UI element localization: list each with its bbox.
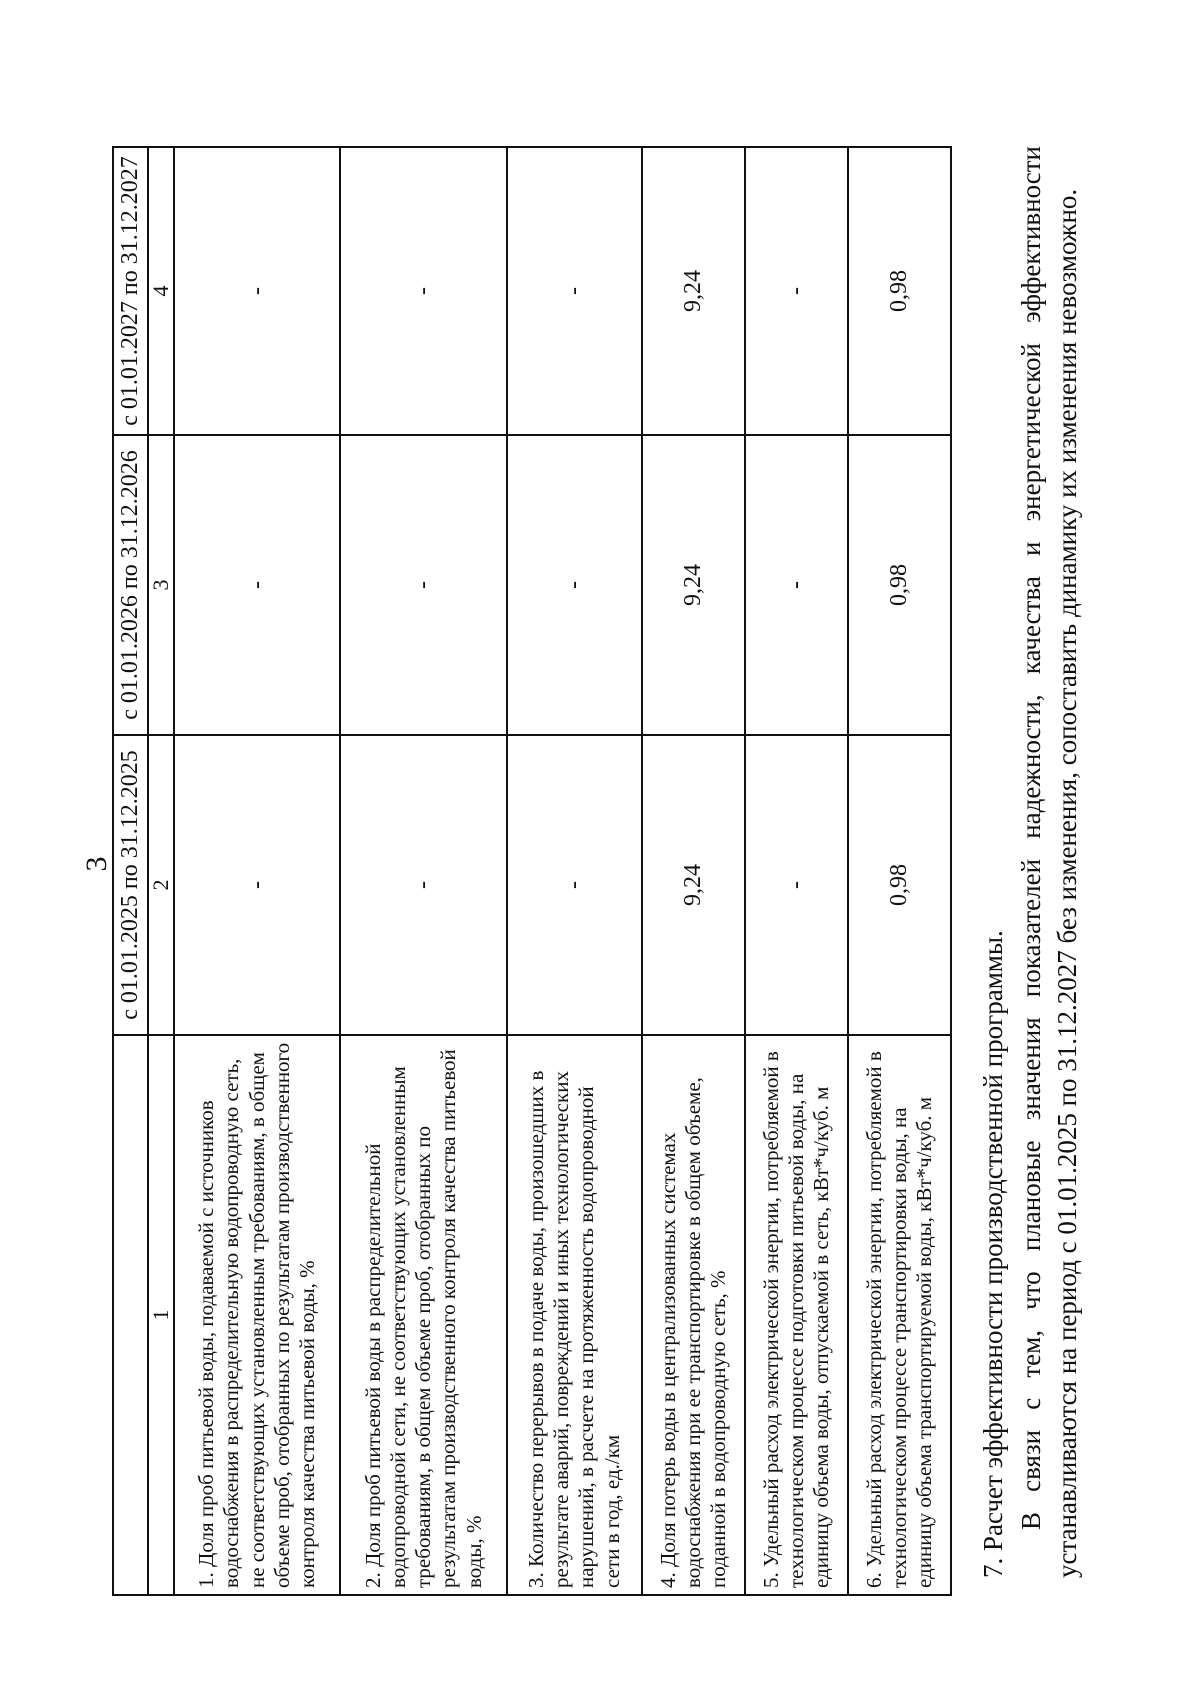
table-row: [174, 147, 341, 1595]
indicator-name: 6. Удельный расход электрической энергии, потребляемой в технологическом процессе транспортировки воды, на единицу объема транспортируемой воды, кВт*ч/куб. м: [848, 1035, 951, 1595]
table-row: [848, 147, 951, 1595]
indicator-value-2027: -: [745, 147, 848, 435]
indicator-value-2025: -: [340, 735, 507, 1035]
table-row: [745, 147, 848, 1595]
indicator-value-2025: -: [745, 735, 848, 1035]
indicator-value-2026: -: [745, 435, 848, 735]
table-row: [340, 147, 507, 1595]
body-paragraph: В связи с тем, что плановые значения показателей надежности, качества и энергетической эффективности устанавливаются на период с 01.01.2025 по 31.12.2027 без изменения, сопоставить динамику их изменения невозможно.: [1016, 146, 1082, 1578]
indicator-value-2027: -: [174, 147, 341, 435]
column-number: 4: [148, 147, 174, 435]
column-number: 2: [148, 735, 174, 1035]
table-header-2026: с 01.01.2026 по 31.12.2026: [113, 435, 148, 735]
indicator-value-2027: -: [340, 147, 507, 435]
indicator-name: 4. Доля потерь воды в централизованных системах водоснабжения при ее транспортировке в общем объеме, поданной в водопроводную сеть, %: [642, 1035, 745, 1595]
table-header-row: [113, 147, 148, 1595]
indicator-value-2026: -: [174, 435, 341, 735]
indicator-value-2027: 9,24: [642, 147, 745, 435]
indicators-table: [112, 146, 952, 1596]
indicator-value-2026: -: [340, 435, 507, 735]
column-number: 1: [148, 1035, 174, 1595]
indicator-value-2025: -: [174, 735, 341, 1035]
indicator-name: 5. Удельный расход электрической энергии, потребляемой в технологическом процессе подготовки питьевой воды, на единицу объема воды, отпускаемой в сеть, кВт*ч/куб. м: [745, 1035, 848, 1595]
indicator-value-2026: 0,98: [848, 435, 951, 735]
indicator-value-2025: 9,24: [642, 735, 745, 1035]
column-number-row: [148, 147, 174, 1595]
indicator-value-2027: 0,98: [848, 147, 951, 435]
indicator-name: 2. Доля проб питьевой воды в распределительной водопроводной сети, не соответствующих установленным требованиям, в общем объеме проб, отобранных по результатам производственного контроля качества питьевой воды, %: [340, 1035, 507, 1595]
table-row: [507, 147, 642, 1595]
table-row: [642, 147, 745, 1595]
indicator-name: 3. Количество перерывов в подаче воды, произошедших в результате аварий, повреждений и иных технологических нарушений, в расчете на протяженность водопроводной сети в год, ед./км: [507, 1035, 642, 1595]
indicator-value-2027: -: [507, 147, 642, 435]
table-header-2027: с 01.01.2027 по 31.12.2027: [113, 147, 148, 435]
indicator-value-2026: -: [507, 435, 642, 735]
indicator-value-2025: 0,98: [848, 735, 951, 1035]
table-header-2025: с 01.01.2025 по 31.12.2025: [113, 735, 148, 1035]
column-number: 3: [148, 435, 174, 735]
indicator-value-2025: -: [507, 735, 642, 1035]
table-header-indicator: [113, 1035, 148, 1595]
indicator-value-2026: 9,24: [642, 435, 745, 735]
page-number: 3: [80, 856, 113, 872]
indicator-name: 1. Доля проб питьевой воды, подаваемой с источников водоснабжения в распределительную водопроводную сеть, не соответствующих установленным требованиям, в общем объеме проб, отобранных по результатам производственного контроля качества питьевой воды, %: [174, 1035, 341, 1595]
section-title: 7. Расчет эффективности производственной программы.: [978, 930, 1008, 1578]
